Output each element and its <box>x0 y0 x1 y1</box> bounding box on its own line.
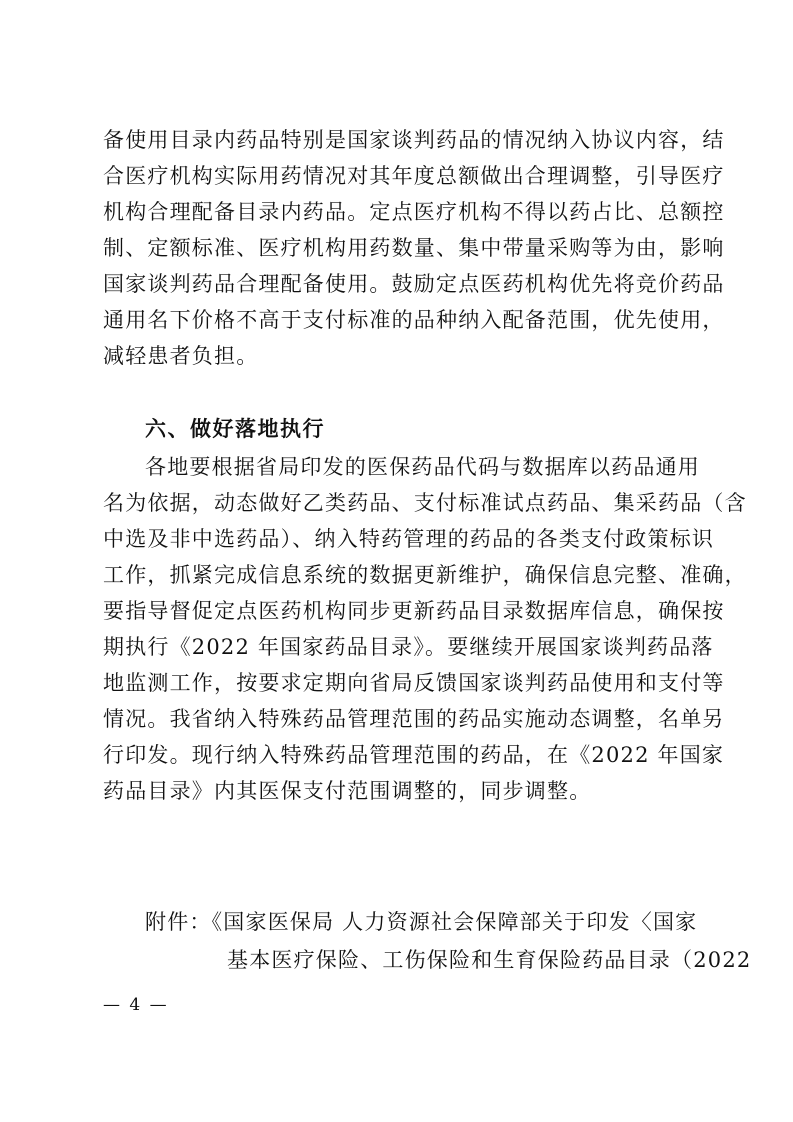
paragraph-line: 要指导督促定点医药机构同步更新药品目录数据库信息，确保按 <box>103 599 725 623</box>
paragraph-line: 工作，抓紧完成信息系统的数据更新维护，确保信息完整、准确， <box>103 563 747 587</box>
paragraph-line: 各地要根据省局印发的医保药品代码与数据库以药品通用 <box>145 455 700 479</box>
paragraph-line: 地监测工作，按要求定期向省局反馈国家谈判药品使用和支付等 <box>103 671 725 695</box>
paragraph-line: 名为依据，动态做好乙类药品、支付标准试点药品、集采药品（含 <box>103 491 747 515</box>
paragraph-line: 制、定额标准、医疗机构用药数量、集中带量采购等为由，影响 <box>103 236 725 260</box>
page-number: — 4 — <box>103 995 169 1015</box>
paragraph-line: 情况。我省纳入特殊药品管理范围的药品实施动态调整，名单另 <box>103 707 725 731</box>
section-heading: 六、做好落地执行 <box>145 417 325 441</box>
paragraph-line: 中选及非中选药品）、纳入特药管理的药品的各类支付政策标识 <box>103 527 715 551</box>
attachment-line: 基本医疗保险、工伤保险和生育保险药品目录（2022 <box>227 948 752 972</box>
paragraph-line: 通用名下价格不高于支付标准的品种纳入配备范围，优先使用， <box>103 308 725 332</box>
attachment-line: 附件：《国家医保局 人力资源社会保障部关于印发〈国家 <box>145 910 698 934</box>
paragraph-line: 国家谈判药品合理配备使用。鼓励定点医药机构优先将竞价药品 <box>103 272 725 296</box>
paragraph-line: 机构合理配备目录内药品。定点医疗机构不得以药占比、总额控 <box>103 200 725 224</box>
paragraph-line: 药品目录》内其医保支付范围调整的，同步调整。 <box>103 779 592 803</box>
paragraph-line: 合医疗机构实际用药情况对其年度总额做出合理调整，引导医疗 <box>103 164 725 188</box>
paragraph-line: 减轻患者负担。 <box>103 344 259 368</box>
paragraph-line: 备使用目录内药品特别是国家谈判药品的情况纳入协议内容，结 <box>103 128 725 152</box>
paragraph-line: 期执行《2022 年国家药品目录》。要继续开展国家谈判药品落 <box>103 635 714 659</box>
paragraph-line: 行印发。现行纳入特殊药品管理范围的药品，在《2022 年国家 <box>103 743 725 767</box>
